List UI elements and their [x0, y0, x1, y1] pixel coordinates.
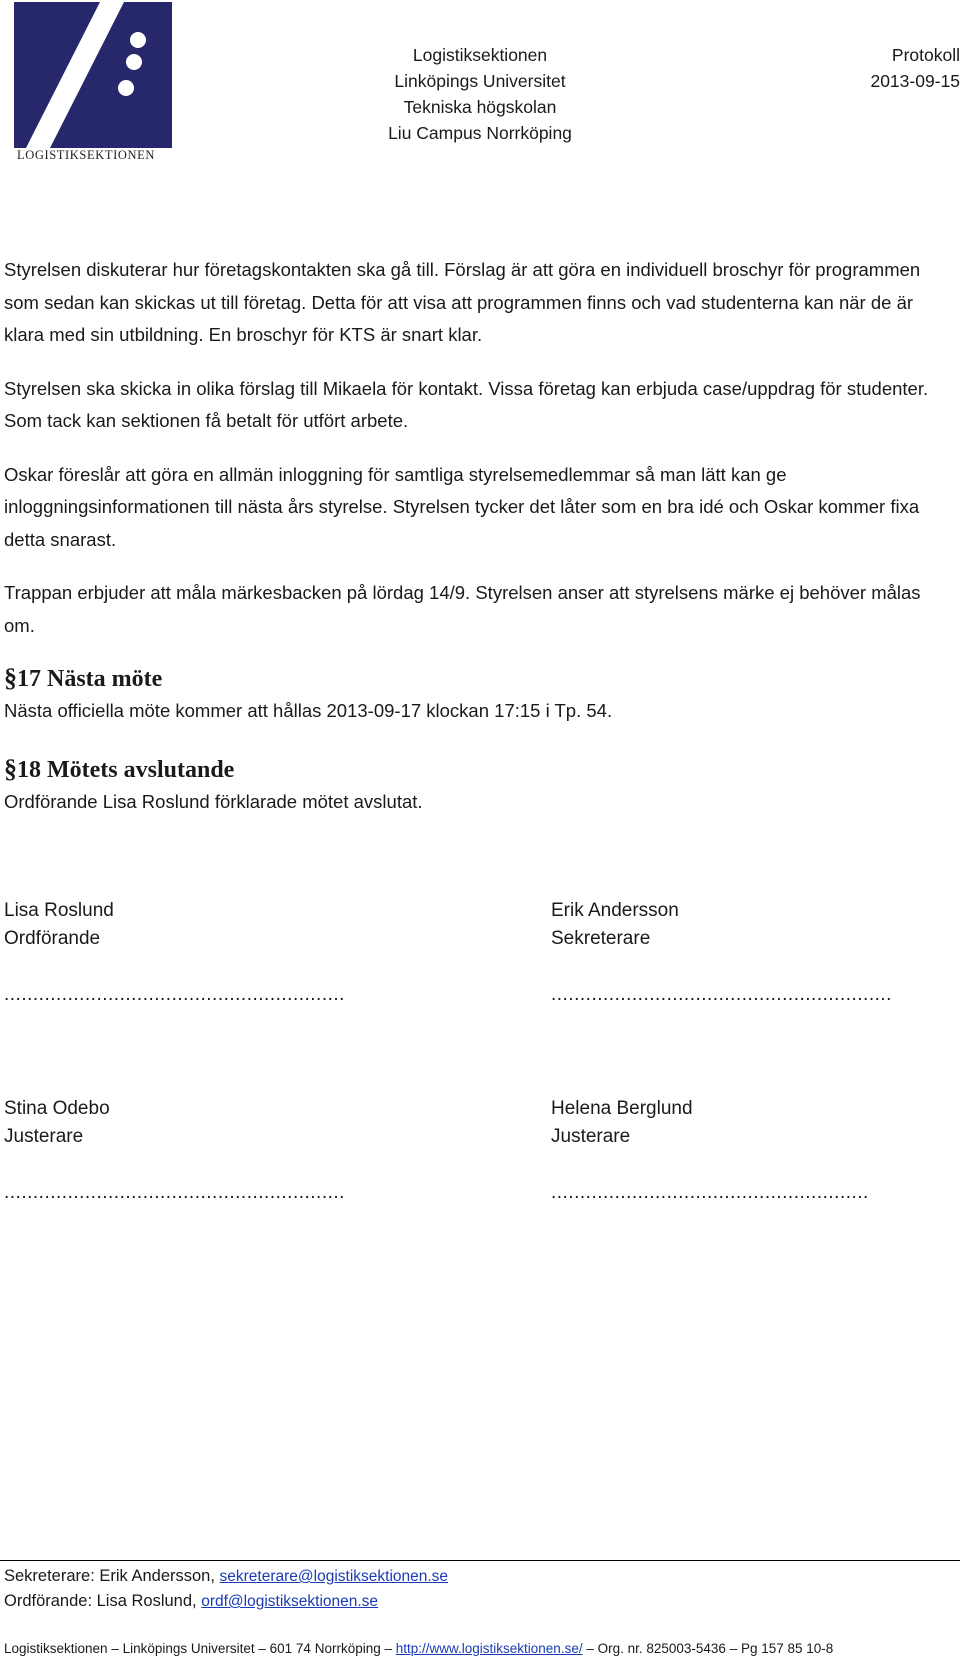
footer-chair	[4, 1589, 448, 1614]
footer-address	[4, 1641, 833, 1656]
secretary-label: Sekreterare: Erik Andersson,	[4, 1567, 220, 1585]
website-link[interactable]: http://www.logistiksektionen.se/	[395, 1641, 583, 1656]
chair-label: Ordförande: Lisa Roslund,	[4, 1592, 202, 1610]
document-type: Protokoll	[891, 45, 960, 65]
chair-email-link[interactable]: ordf@logistiksektionen.se	[201, 1593, 379, 1610]
org-line: Logistiksektionen	[412, 45, 548, 65]
signature-line: .......................................................	[551, 1182, 869, 1203]
logo-mark-icon	[14, 2, 172, 148]
footer-divider	[0, 1560, 960, 1561]
signature-line: ...........................................................	[4, 1182, 345, 1203]
org-line: Tekniska högskolan	[403, 97, 557, 117]
footer-suffix: – Org. nr. 825003-5436 – Pg 157 85 10-8	[582, 1641, 834, 1656]
paragraph: Trappan erbjuder att måla märkesbacken på lördag 14/9. Styrelsen anser att styrelsens märke ej behöver målas om.	[4, 582, 921, 636]
section-text: Nästa officiella möte kommer att hållas 2013-09-17 klockan 17:15 i Tp. 54.	[4, 700, 613, 721]
paragraph: Oskar föreslår att göra en allmän inloggning för samtliga styrelsemedlemmar så man lätt kan ge inloggningsinformationen till nästa års styrelse. Styrelsen tycker det låter som en bra idé och Oskar kommer fixa detta snarast.	[4, 463, 920, 550]
signer-name: Stina Odebo	[4, 1098, 110, 1119]
footer-contacts	[4, 1564, 448, 1614]
section-symbol: §	[4, 663, 17, 692]
signature-line: ...........................................................	[551, 984, 892, 1005]
paragraph: Styrelsen ska skicka in olika förslag till Mikaela för kontakt. Vissa företag kan erbjuda case/uppdrag för studenter. Som tack kan sektionen få betalt för utfört arbete.	[4, 377, 929, 431]
document-body	[4, 254, 954, 845]
org-line: Linköpings Universitet	[394, 71, 566, 91]
section-title: 17 Nästa möte	[17, 666, 163, 692]
signature-block	[4, 897, 345, 1009]
section-title: 18 Mötets avslutande	[17, 757, 235, 783]
signer-name: Helena Berglund	[551, 1098, 693, 1119]
secretary-email-link[interactable]: sekreterare@logistiksektionen.se	[219, 1568, 449, 1585]
signer-role: Justerare	[551, 1126, 631, 1147]
signature-block	[4, 1095, 345, 1207]
footer-prefix: Logistiksektionen – Linköpings Universitet – 601 74 Norrköping –	[4, 1641, 396, 1656]
signature-line: ...........................................................	[4, 984, 345, 1005]
section-heading	[4, 754, 954, 785]
signature-block	[551, 897, 892, 1009]
logo	[14, 2, 172, 164]
signer-role: Ordförande	[4, 928, 101, 949]
section-text: Ordförande Lisa Roslund förklarade mötet avslutat.	[4, 791, 423, 812]
document-date: 2013-09-15	[870, 71, 960, 91]
document-meta	[760, 42, 960, 94]
signer-name: Lisa Roslund	[4, 900, 114, 921]
signer-role: Sekreterare	[551, 928, 651, 949]
signer-name: Erik Andersson	[551, 900, 679, 921]
org-line: Liu Campus Norrköping	[388, 123, 572, 143]
section-symbol: §	[4, 754, 17, 783]
logo-text: LOGISTIKSEKTIONEN	[17, 148, 155, 162]
footer-secretary	[4, 1564, 448, 1589]
signature-block	[551, 1095, 869, 1207]
section-heading	[4, 663, 954, 694]
paragraph: Styrelsen diskuterar hur företagskontakten ska gå till. Förslag är att göra en individuell broschyr för programmen som sedan kan skickas ut till företag. Detta för att visa att programmen finns och vad studenterna kan när de är klara med sin utbildning. En broschyr för KTS är snart klar.	[4, 259, 921, 345]
signer-role: Justerare	[4, 1126, 84, 1147]
organization-block	[355, 42, 605, 146]
